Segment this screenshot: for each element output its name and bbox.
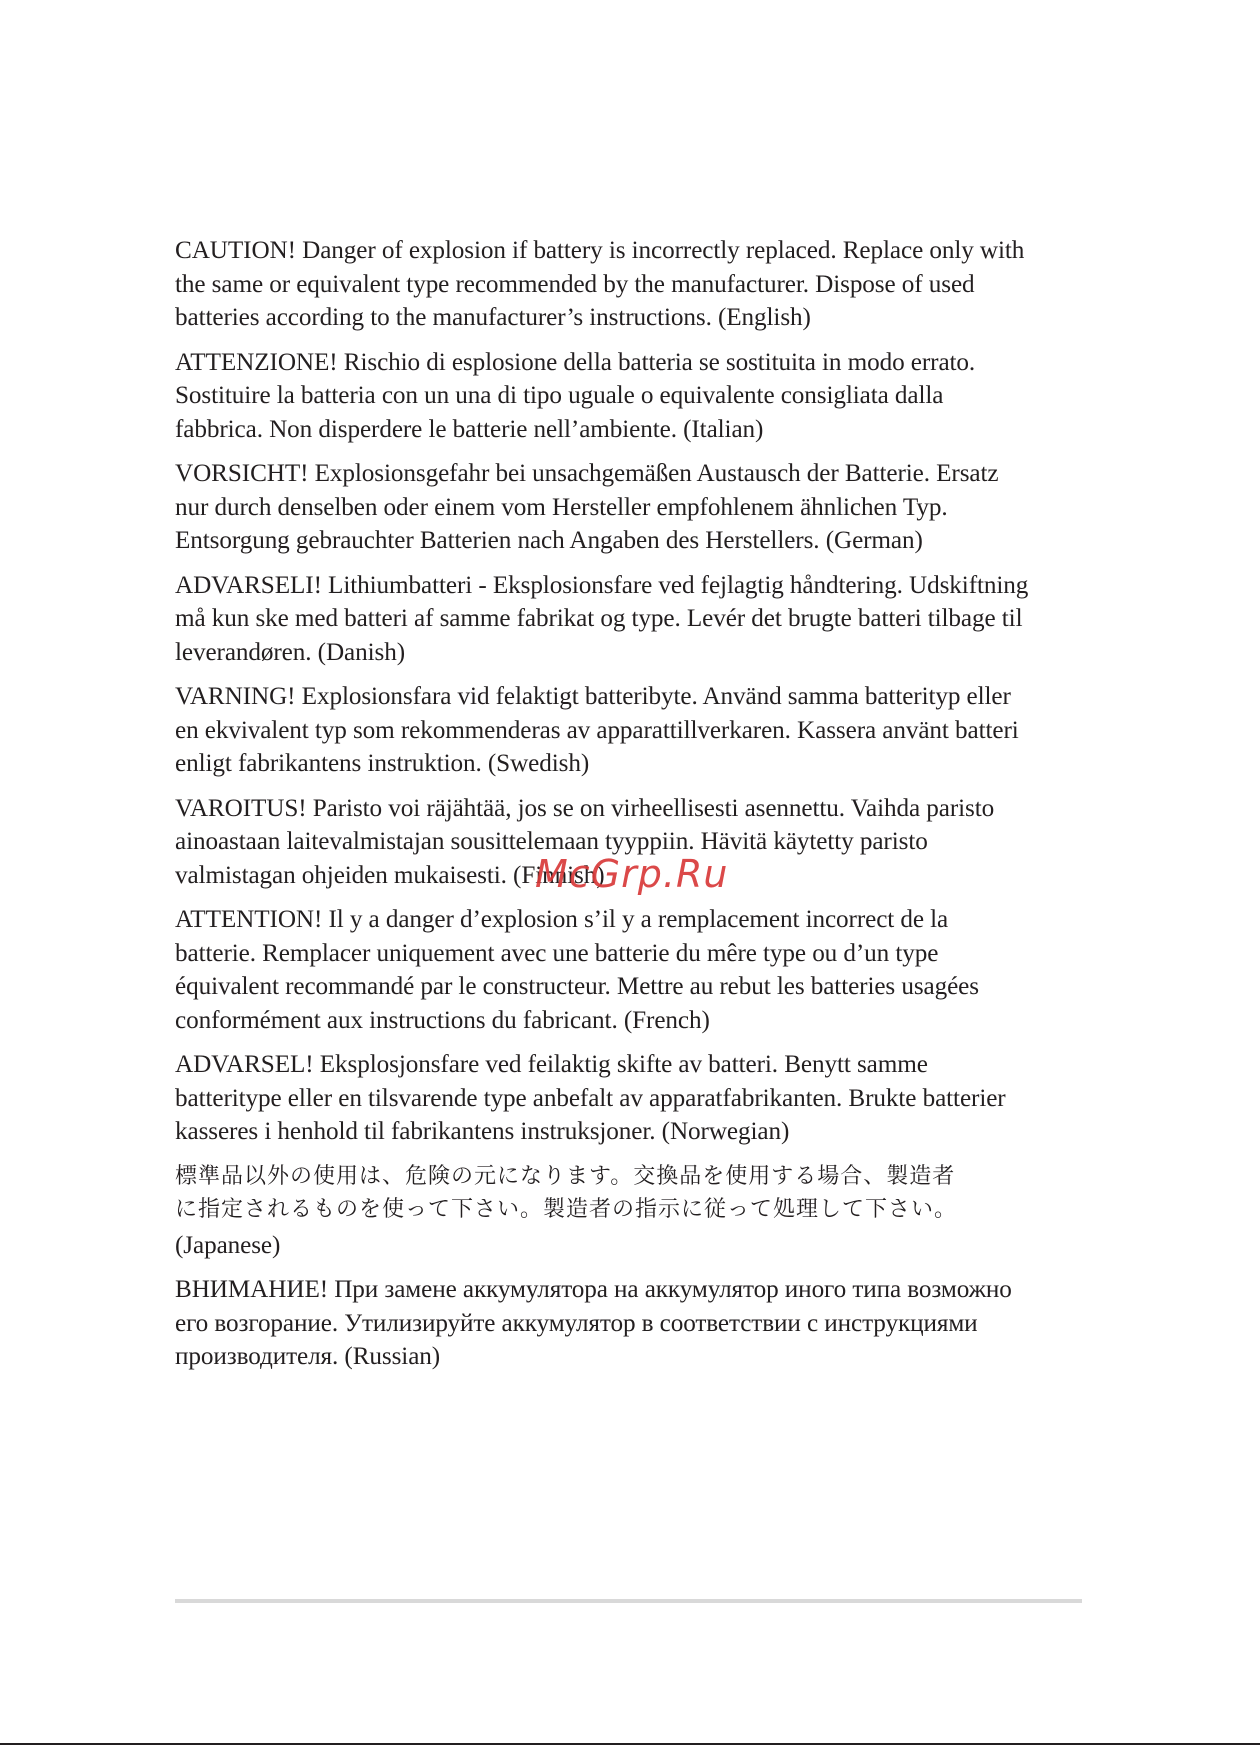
footer-rule <box>175 1599 1082 1603</box>
warning-german: VORSICHT! Explosionsgefahr bei unsachgemäßen Austausch der Batterie. Ersatz nur durch denselben oder einem vom Hersteller empfohlenem ähnlichen Typ. Entsorgung gebrauchter Batterien nach Angaben des Herstellers. (German) <box>175 460 999 554</box>
warning-finnish: VAROITUS! Paristo voi räjähtää, jos se on virheellisesti asennettu. Vaihda paristo ainoastaan laitevalmistajan sousittelemaan tyyppiin. Hävitä käytetty paristo valmistagan ohjeiden mukaisesti. (Finnish) <box>175 794 995 889</box>
warning-danish: ADVARSELI! Lithiumbatteri - Eksplosionsfare ved fejlagtig håndtering. Udskiftning må kun ske med batteri af samme fabrikat og type. Levér det brugte batteri tilbage til leverandøren. (Danish) <box>175 571 1029 666</box>
warning-russian: ВНИМАНИЕ! При замене аккумулятора на аккумулятор иного типа возможно его возгорание. Утилизируйте аккумулятор в соответствии с инструкциями производителя. (Russian) <box>175 1276 1012 1370</box>
warning-french: ATTENTION! Il y a danger d’explosion s’il y a remplacement incorrect de la batterie. Remplacer uniquement avec une batterie du mêre type ou d’un type équivalent recommandé par le constructeur. Mettre au rebut les batteries usagées conformément aux instructions du fabricant. (French) <box>175 906 979 1034</box>
warning-english: CAUTION! Danger of explosion if battery is incorrectly replaced. Replace only with the same or equivalent type recommended by the manufacturer. Dispose of used batteries according to the manufacturer’s instructions. (English) <box>175 237 1025 331</box>
warning-italian: ATTENZIONE! Rischio di esplosione della batteria se sostituita in modo errato. Sostituire la batteria con un una di tipo uguale o equivalente consigliata dalla fabbrica. Non disperdere le batterie nell’ambiente. (Italian) <box>175 348 976 443</box>
warning-japanese: 標準品以外の使用は、危険の元になります。交換品を使用する場合、製造者 に指定されるものを使って下さい。製造者の指示に従って処理して下さい。 <box>175 1163 958 1222</box>
warning-norwegian: ADVARSEL! Eksplosjonsfare ved feilaktig skifte av batteri. Benytt samme batteritype eller en tilsvarende type anbefalt av apparatfabrikanten. Brukte batterier kasseres i henhold til fabrikantens instruksjoner. (Norwegian) <box>175 1051 1006 1145</box>
warning-japanese-label: (Japanese) <box>175 1231 281 1259</box>
warning-swedish: VARNING! Explosionsfara vid felaktigt batteribyte. Använd samma batterityp eller en ekvivalent typ som rekommenderas av apparattillverkaren. Kassera använt batteri enligt fabrikantens instruktion. (Swedish) <box>175 683 1019 777</box>
battery-warnings <box>175 234 1095 1385</box>
watermark: McGrp.Ru <box>535 852 729 896</box>
page-bottom-edge <box>0 1743 1260 1745</box>
